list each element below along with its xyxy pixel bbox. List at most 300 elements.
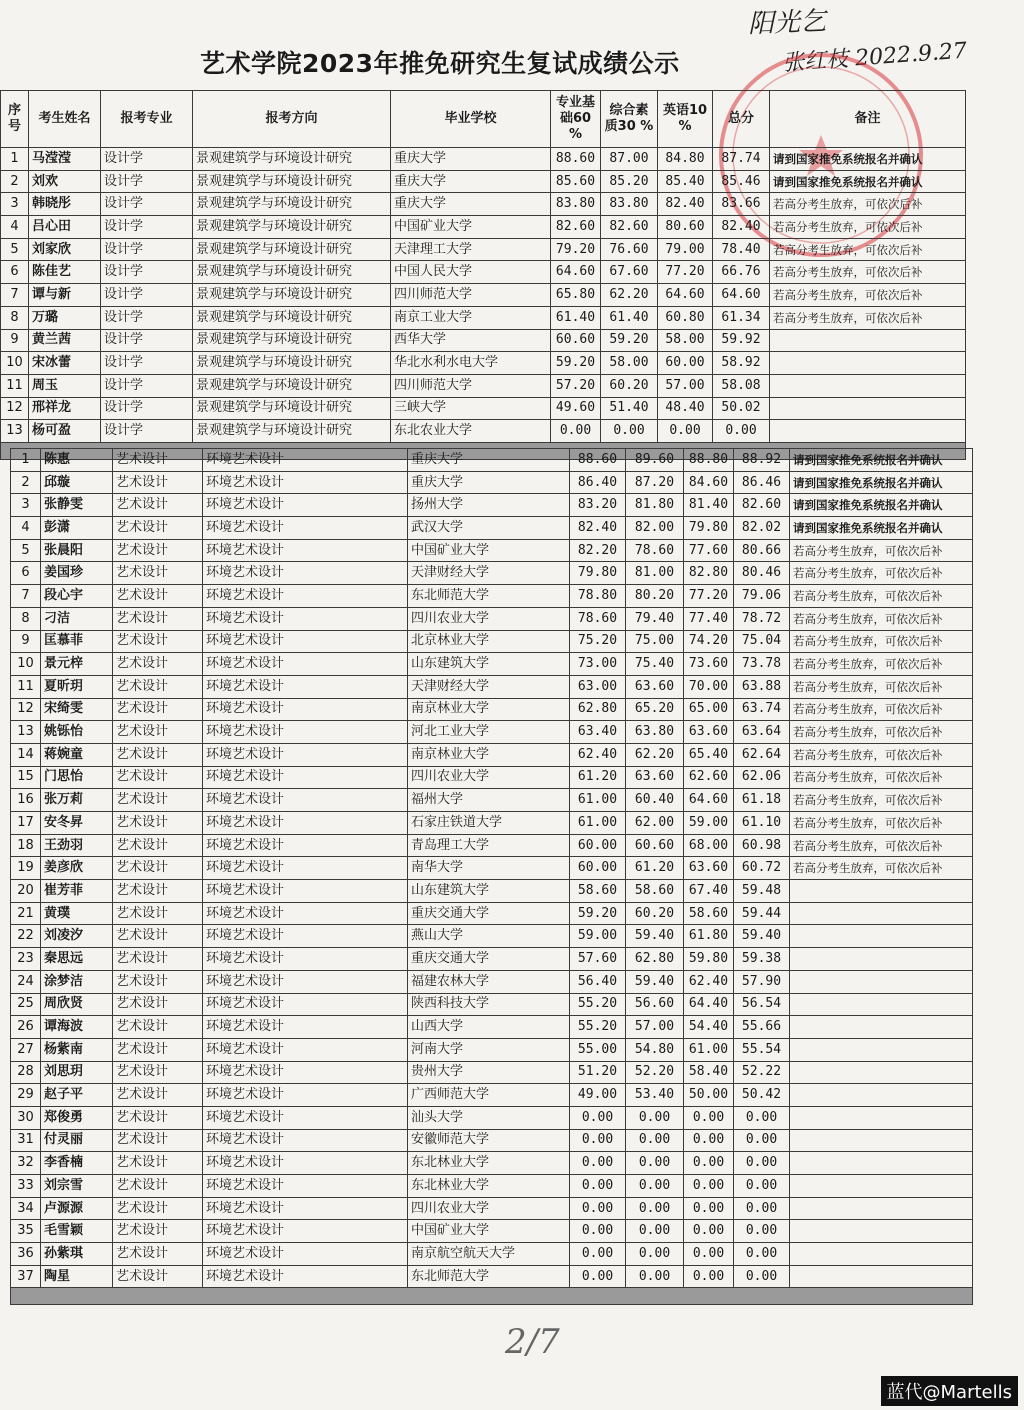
cell-total: 59.38 <box>734 948 790 971</box>
cell-direction: 环境艺术设计 <box>203 1152 408 1175</box>
cell-major: 艺术设计 <box>113 1061 203 1084</box>
table-row <box>11 902 973 925</box>
cell-s3: 0.00 <box>684 1197 734 1220</box>
cell-s1: 59.20 <box>570 902 626 925</box>
cell-total: 80.66 <box>734 539 790 562</box>
cell-direction: 环境艺术设计 <box>203 925 408 948</box>
table-row <box>11 539 973 562</box>
cell-major: 设计学 <box>101 238 193 261</box>
cell-major: 设计学 <box>101 374 193 397</box>
cell-note: 若高分考生放弃，可依次后补 <box>790 585 973 608</box>
cell-no: 35 <box>11 1220 41 1243</box>
cell-note <box>790 902 973 925</box>
cell-s1: 83.80 <box>551 193 601 216</box>
cell-major: 艺术设计 <box>113 653 203 676</box>
cell-major: 艺术设计 <box>113 607 203 630</box>
cell-direction: 景观建筑学与环境设计研究 <box>193 170 391 193</box>
cell-note: 若高分考生放弃，可依次后补 <box>790 766 973 789</box>
cell-s1: 86.40 <box>570 471 626 494</box>
cell-note <box>770 420 966 443</box>
table-row <box>11 1061 973 1084</box>
cell-direction: 环境艺术设计 <box>203 471 408 494</box>
cell-note: 请到国家推免系统报名并确认 <box>790 517 973 540</box>
cell-no: 12 <box>11 698 41 721</box>
cell-no: 9 <box>1 329 29 352</box>
cell-name: 吕心田 <box>29 216 101 239</box>
cell-no: 8 <box>11 607 41 630</box>
cell-note <box>790 1084 973 1107</box>
cell-school: 东北林业大学 <box>408 1152 570 1175</box>
cell-name: 马滢滢 <box>29 148 101 171</box>
cell-total: 85.46 <box>713 170 770 193</box>
cell-s2: 82.60 <box>601 216 658 239</box>
cell-s3: 62.60 <box>684 766 734 789</box>
cell-s2: 63.80 <box>626 721 684 744</box>
cell-major: 艺术设计 <box>113 925 203 948</box>
cell-major: 艺术设计 <box>113 1038 203 1061</box>
cell-s3: 59.00 <box>684 812 734 835</box>
table-row <box>11 812 973 835</box>
table-row <box>1 374 966 397</box>
cell-name: 黄兰茜 <box>29 329 101 352</box>
cell-school: 东北农业大学 <box>391 420 551 443</box>
cell-no: 32 <box>11 1152 41 1175</box>
cell-s1: 0.00 <box>570 1152 626 1175</box>
table-row <box>1 148 966 171</box>
cell-s2: 87.20 <box>626 471 684 494</box>
cell-s3: 84.80 <box>658 148 713 171</box>
cell-direction: 环境艺术设计 <box>203 517 408 540</box>
cell-total: 52.22 <box>734 1061 790 1084</box>
cell-s3: 68.00 <box>684 834 734 857</box>
cell-school: 东北师范大学 <box>408 1265 570 1288</box>
cell-total: 79.06 <box>734 585 790 608</box>
table-row <box>11 471 973 494</box>
cell-note <box>790 925 973 948</box>
cell-s3: 60.80 <box>658 306 713 329</box>
cell-no: 1 <box>11 449 41 472</box>
cell-s2: 62.80 <box>626 948 684 971</box>
cell-total: 63.88 <box>734 675 790 698</box>
table-row <box>11 1038 973 1061</box>
cell-s2: 0.00 <box>626 1129 684 1152</box>
table-row <box>11 562 973 585</box>
cell-total: 55.66 <box>734 1016 790 1039</box>
cell-direction: 环境艺术设计 <box>203 1061 408 1084</box>
cell-name: 崔芳菲 <box>41 880 113 903</box>
cell-direction: 景观建筑学与环境设计研究 <box>193 306 391 329</box>
cell-s1: 75.20 <box>570 630 626 653</box>
cell-total: 62.06 <box>734 766 790 789</box>
cell-school: 广西师范大学 <box>408 1084 570 1107</box>
cell-major: 艺术设计 <box>113 1106 203 1129</box>
cell-major: 设计学 <box>101 329 193 352</box>
cell-school: 重庆大学 <box>408 471 570 494</box>
cell-name: 蒋婉童 <box>41 743 113 766</box>
cell-note <box>790 1016 973 1039</box>
cell-total: 55.54 <box>734 1038 790 1061</box>
cell-major: 艺术设计 <box>113 1016 203 1039</box>
cell-name: 段心宇 <box>41 585 113 608</box>
cell-total: 57.90 <box>734 970 790 993</box>
cell-no: 28 <box>11 1061 41 1084</box>
cell-s3: 81.40 <box>684 494 734 517</box>
cell-s2: 0.00 <box>626 1220 684 1243</box>
cell-total: 82.02 <box>734 517 790 540</box>
cell-note: 若高分考生放弃，可依次后补 <box>790 721 973 744</box>
watermark: 蓝代@Martells <box>881 1376 1018 1406</box>
cell-s1: 85.60 <box>551 170 601 193</box>
cell-s3: 65.40 <box>684 743 734 766</box>
cell-direction: 环境艺术设计 <box>203 585 408 608</box>
results-table-design <box>0 90 966 460</box>
cell-note: 请到国家推免系统报名并确认 <box>790 449 973 472</box>
cell-name: 杨可盈 <box>29 420 101 443</box>
cell-major: 艺术设计 <box>113 1220 203 1243</box>
cell-s2: 61.40 <box>601 306 658 329</box>
cell-s3: 54.40 <box>684 1016 734 1039</box>
cell-name: 谭与新 <box>29 284 101 307</box>
cell-no: 24 <box>11 970 41 993</box>
cell-name: 陈佳艺 <box>29 261 101 284</box>
cell-s1: 62.40 <box>570 743 626 766</box>
cell-s3: 61.00 <box>684 1038 734 1061</box>
cell-note: 请到国家推免系统报名并确认 <box>770 148 966 171</box>
cell-no: 12 <box>1 397 29 420</box>
cell-no: 3 <box>1 193 29 216</box>
cell-s1: 65.80 <box>551 284 601 307</box>
cell-s1: 55.00 <box>570 1038 626 1061</box>
cell-note: 请到国家推免系统报名并确认 <box>770 170 966 193</box>
cell-direction: 景观建筑学与环境设计研究 <box>193 148 391 171</box>
cell-s1: 60.00 <box>570 834 626 857</box>
cell-name: 邢祥龙 <box>29 397 101 420</box>
cell-school: 重庆大学 <box>408 449 570 472</box>
cell-major: 设计学 <box>101 420 193 443</box>
cell-total: 82.40 <box>713 216 770 239</box>
cell-note <box>790 1038 973 1061</box>
cell-school: 天津财经大学 <box>408 562 570 585</box>
cell-school: 南京航空航天大学 <box>408 1243 570 1266</box>
cell-note <box>790 1106 973 1129</box>
cell-name: 韩晓彤 <box>29 193 101 216</box>
cell-direction: 环境艺术设计 <box>203 1220 408 1243</box>
cell-s1: 64.60 <box>551 261 601 284</box>
cell-school: 重庆大学 <box>391 170 551 193</box>
cell-total: 0.00 <box>734 1129 790 1152</box>
cell-s1: 59.20 <box>551 352 601 375</box>
cell-major: 艺术设计 <box>113 1175 203 1198</box>
cell-s1: 51.20 <box>570 1061 626 1084</box>
cell-no: 27 <box>11 1038 41 1061</box>
table-row <box>11 1175 973 1198</box>
cell-s2: 0.00 <box>626 1265 684 1288</box>
cell-s3: 0.00 <box>658 420 713 443</box>
table-row <box>11 970 973 993</box>
cell-s1: 55.20 <box>570 993 626 1016</box>
cell-s3: 58.60 <box>684 902 734 925</box>
cell-name: 刘宗雪 <box>41 1175 113 1198</box>
cell-s2: 82.00 <box>626 517 684 540</box>
cell-direction: 景观建筑学与环境设计研究 <box>193 193 391 216</box>
cell-note: 若高分考生放弃，可依次后补 <box>790 812 973 835</box>
cell-major: 艺术设计 <box>113 902 203 925</box>
cell-school: 南京工业大学 <box>391 306 551 329</box>
cell-name: 刁洁 <box>41 607 113 630</box>
cell-note: 若高分考生放弃，可依次后补 <box>790 698 973 721</box>
cell-no: 30 <box>11 1106 41 1129</box>
cell-note: 若高分考生放弃，可依次后补 <box>790 539 973 562</box>
cell-major: 设计学 <box>101 261 193 284</box>
cell-direction: 环境艺术设计 <box>203 1084 408 1107</box>
cell-s2: 76.60 <box>601 238 658 261</box>
cell-note: 请到国家推免系统报名并确认 <box>790 471 973 494</box>
cell-total: 0.00 <box>734 1265 790 1288</box>
cell-no: 4 <box>11 517 41 540</box>
cell-school: 福州大学 <box>408 789 570 812</box>
cell-s2: 85.20 <box>601 170 658 193</box>
cell-major: 艺术设计 <box>113 743 203 766</box>
cell-s1: 61.00 <box>570 812 626 835</box>
cell-s3: 79.80 <box>684 517 734 540</box>
cell-major: 艺术设计 <box>113 1197 203 1220</box>
cell-school: 安徽师范大学 <box>408 1129 570 1152</box>
cell-major: 艺术设计 <box>113 1152 203 1175</box>
cell-school: 西华大学 <box>391 329 551 352</box>
cell-direction: 环境艺术设计 <box>203 1197 408 1220</box>
cell-no: 8 <box>1 306 29 329</box>
cell-s3: 64.60 <box>658 284 713 307</box>
cell-total: 62.64 <box>734 743 790 766</box>
cell-total: 60.72 <box>734 857 790 880</box>
table-row <box>11 925 973 948</box>
cell-s2: 57.00 <box>626 1016 684 1039</box>
table-row <box>1 329 966 352</box>
cell-s1: 60.00 <box>570 857 626 880</box>
cell-no: 19 <box>11 857 41 880</box>
cell-total: 73.78 <box>734 653 790 676</box>
cell-s3: 58.40 <box>684 1061 734 1084</box>
cell-s1: 0.00 <box>570 1106 626 1129</box>
page-number-handwritten: 2/7 <box>505 1322 560 1362</box>
col-header: 备注 <box>770 91 966 148</box>
results-table-art-design <box>10 448 973 1305</box>
cell-school: 中国矿业大学 <box>408 539 570 562</box>
cell-total: 61.10 <box>734 812 790 835</box>
cell-total: 0.00 <box>713 420 770 443</box>
cell-s1: 60.60 <box>551 329 601 352</box>
cell-no: 10 <box>11 653 41 676</box>
cell-no: 20 <box>11 880 41 903</box>
cell-s1: 79.20 <box>551 238 601 261</box>
cell-s2: 0.00 <box>626 1243 684 1266</box>
cell-s2: 0.00 <box>626 1175 684 1198</box>
cell-direction: 景观建筑学与环境设计研究 <box>193 216 391 239</box>
cell-direction: 景观建筑学与环境设计研究 <box>193 284 391 307</box>
cell-s1: 0.00 <box>570 1220 626 1243</box>
table-row <box>11 1197 973 1220</box>
cell-school: 石家庄铁道大学 <box>408 812 570 835</box>
cell-note: 若高分考生放弃，可依次后补 <box>790 789 973 812</box>
cell-direction: 环境艺术设计 <box>203 970 408 993</box>
cell-major: 设计学 <box>101 216 193 239</box>
cell-s2: 58.00 <box>601 352 658 375</box>
cell-s3: 63.60 <box>684 857 734 880</box>
cell-name: 彭潇 <box>41 517 113 540</box>
cell-school: 中国人民大学 <box>391 261 551 284</box>
table-row <box>1 261 966 284</box>
cell-no: 31 <box>11 1129 41 1152</box>
cell-s1: 88.60 <box>551 148 601 171</box>
cell-total: 0.00 <box>734 1197 790 1220</box>
cell-s2: 53.40 <box>626 1084 684 1107</box>
cell-s1: 78.80 <box>570 585 626 608</box>
cell-s2: 75.40 <box>626 653 684 676</box>
cell-school: 山西大学 <box>408 1016 570 1039</box>
cell-s2: 80.20 <box>626 585 684 608</box>
cell-school: 中国矿业大学 <box>408 1220 570 1243</box>
cell-school: 三峡大学 <box>391 397 551 420</box>
cell-s3: 85.40 <box>658 170 713 193</box>
cell-school: 福建农林大学 <box>408 970 570 993</box>
cell-no: 11 <box>1 374 29 397</box>
cell-no: 25 <box>11 993 41 1016</box>
table-row <box>11 1106 973 1129</box>
cell-s2: 62.00 <box>626 812 684 835</box>
cell-school: 河南大学 <box>408 1038 570 1061</box>
cell-note: 若高分考生放弃，可依次后补 <box>770 306 966 329</box>
cell-major: 艺术设计 <box>113 812 203 835</box>
cell-note: 若高分考生放弃，可依次后补 <box>790 857 973 880</box>
cell-total: 87.74 <box>713 148 770 171</box>
cell-s3: 0.00 <box>684 1152 734 1175</box>
cell-name: 姚铄怡 <box>41 721 113 744</box>
cell-direction: 景观建筑学与环境设计研究 <box>193 352 391 375</box>
cell-school: 青岛理工大学 <box>408 834 570 857</box>
table-row <box>11 630 973 653</box>
cell-s3: 64.40 <box>684 993 734 1016</box>
cell-school: 四川师范大学 <box>391 284 551 307</box>
table-row <box>11 857 973 880</box>
cell-note <box>790 1265 973 1288</box>
cell-no: 11 <box>11 675 41 698</box>
cell-major: 艺术设计 <box>113 585 203 608</box>
cell-school: 天津理工大学 <box>391 238 551 261</box>
cell-no: 29 <box>11 1084 41 1107</box>
cell-direction: 景观建筑学与环境设计研究 <box>193 238 391 261</box>
table-row <box>11 1016 973 1039</box>
cell-name: 张万莉 <box>41 789 113 812</box>
cell-school: 东北师范大学 <box>408 585 570 608</box>
cell-direction: 环境艺术设计 <box>203 494 408 517</box>
handwritten-signature-date: 张红枝 2022.9.27 <box>781 38 968 77</box>
cell-direction: 环境艺术设计 <box>203 562 408 585</box>
cell-s1: 0.00 <box>551 420 601 443</box>
cell-direction: 环境艺术设计 <box>203 1175 408 1198</box>
cell-name: 毛雪颖 <box>41 1220 113 1243</box>
cell-direction: 环境艺术设计 <box>203 902 408 925</box>
cell-s1: 88.60 <box>570 449 626 472</box>
cell-no: 15 <box>11 766 41 789</box>
cell-s3: 0.00 <box>684 1243 734 1266</box>
table-row <box>1 170 966 193</box>
cell-note: 若高分考生放弃，可依次后补 <box>790 607 973 630</box>
cell-s3: 50.00 <box>684 1084 734 1107</box>
cell-no: 14 <box>11 743 41 766</box>
cell-major: 设计学 <box>101 148 193 171</box>
cell-name: 李香楠 <box>41 1152 113 1175</box>
cell-school: 南京林业大学 <box>408 743 570 766</box>
cell-note: 若高分考生放弃，可依次后补 <box>770 261 966 284</box>
cell-major: 艺术设计 <box>113 834 203 857</box>
cell-s1: 56.40 <box>570 970 626 993</box>
cell-direction: 景观建筑学与环境设计研究 <box>193 374 391 397</box>
cell-s3: 67.40 <box>684 880 734 903</box>
cell-no: 23 <box>11 948 41 971</box>
cell-s3: 65.00 <box>684 698 734 721</box>
cell-s3: 84.60 <box>684 471 734 494</box>
cell-major: 艺术设计 <box>113 698 203 721</box>
table-row <box>1 193 966 216</box>
cell-total: 75.04 <box>734 630 790 653</box>
cell-school: 扬州大学 <box>408 494 570 517</box>
cell-s3: 58.00 <box>658 329 713 352</box>
cell-s2: 78.60 <box>626 539 684 562</box>
cell-name: 宋绮雯 <box>41 698 113 721</box>
cell-direction: 环境艺术设计 <box>203 1129 408 1152</box>
cell-s3: 63.60 <box>684 721 734 744</box>
cell-no: 3 <box>11 494 41 517</box>
cell-s1: 55.20 <box>570 1016 626 1039</box>
cell-name: 匡慕菲 <box>41 630 113 653</box>
col-header: 报考专业 <box>101 91 193 148</box>
cell-total: 80.46 <box>734 562 790 585</box>
cell-s3: 74.20 <box>684 630 734 653</box>
cell-no: 7 <box>1 284 29 307</box>
cell-name: 涂梦洁 <box>41 970 113 993</box>
cell-s3: 0.00 <box>684 1129 734 1152</box>
cell-school: 东北林业大学 <box>408 1175 570 1198</box>
cell-major: 艺术设计 <box>113 721 203 744</box>
cell-major: 艺术设计 <box>113 494 203 517</box>
cell-major: 艺术设计 <box>113 766 203 789</box>
cell-s2: 52.20 <box>626 1061 684 1084</box>
cell-name: 周欣贤 <box>41 993 113 1016</box>
cell-s1: 63.40 <box>570 721 626 744</box>
cell-name: 姜国珍 <box>41 562 113 585</box>
cell-total: 0.00 <box>734 1175 790 1198</box>
cell-s2: 54.80 <box>626 1038 684 1061</box>
cell-no: 26 <box>11 1016 41 1039</box>
handwritten-signature-top: 阳光乞 <box>747 6 827 40</box>
cell-s2: 62.20 <box>626 743 684 766</box>
cell-name: 宋冰蕾 <box>29 352 101 375</box>
cell-s2: 63.60 <box>626 766 684 789</box>
cell-s1: 58.60 <box>570 880 626 903</box>
cell-name: 景元梓 <box>41 653 113 676</box>
cell-s3: 48.40 <box>658 397 713 420</box>
cell-major: 艺术设计 <box>113 1265 203 1288</box>
cell-s3: 73.60 <box>684 653 734 676</box>
cell-name: 谭海波 <box>41 1016 113 1039</box>
table-row <box>11 585 973 608</box>
table-row <box>11 517 973 540</box>
cell-s2: 59.40 <box>626 970 684 993</box>
cell-no: 7 <box>11 585 41 608</box>
cell-note: 若高分考生放弃，可依次后补 <box>790 653 973 676</box>
cell-total: 50.42 <box>734 1084 790 1107</box>
cell-major: 艺术设计 <box>113 675 203 698</box>
